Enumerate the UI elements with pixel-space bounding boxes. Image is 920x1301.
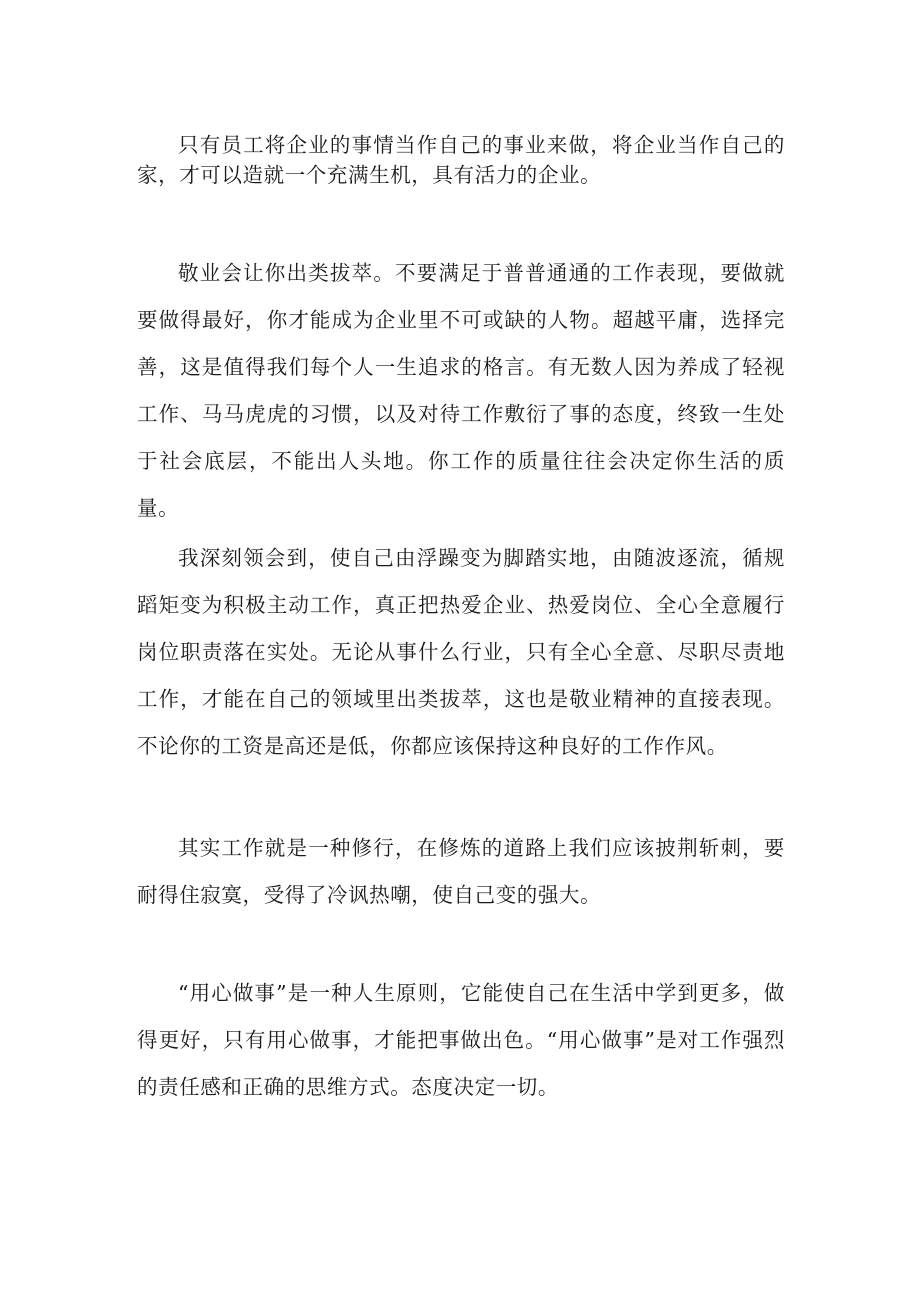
paragraph-3: 我深刻领会到，使自己由浮躁变为脚踏实地，由随波逐流，循规蹈矩变为积极主动工作，真正把热爱企业、热爱岗位、全心全意履行岗位职责落在实处。无论从事什么行业，只有全心全意、尽职尽责地工作，才能在自己的领域里出类拔萃，这也是敬业精神的直接表现。不论你的工资是高还是低，你都应该保持这种良好的工作作风。: [137, 546, 785, 758]
paragraph-2: 敬业会让你出类拔萃。不要满足于普普通通的工作表现，要做就要做得最好，你才能成为企业里不可或缺的人物。超越平庸，选择完善，这是值得我们每个人一生追求的格言。有无数人因为养成了轻视工作、马马虎虎的习惯，以及对待工作敷衍了事的态度，终致一生处于社会底层，不能出人头地。你工作的质量往往会决定你生活的质量。: [137, 261, 785, 520]
paragraph-4: 其实工作就是一种修行，在修炼的道路上我们应该披荆斩刺，要耐得住寂寞，受得了冷讽热嘲，使自己变的强大。: [137, 836, 785, 907]
paragraph-1: 只有员工将企业的事情当作自己的事业来做，将企业当作自己的家，才可以造就一个充满生机，具有活力的企业。: [137, 133, 785, 187]
paragraph-5: “用心做事”是一种人生原则，它能使自己在生活中学到更多，做得更好，只有用心做事，才能把事做出色。“用心做事”是对工作强烈的责任感和正确的思维方式。态度决定一切。: [137, 981, 785, 1099]
